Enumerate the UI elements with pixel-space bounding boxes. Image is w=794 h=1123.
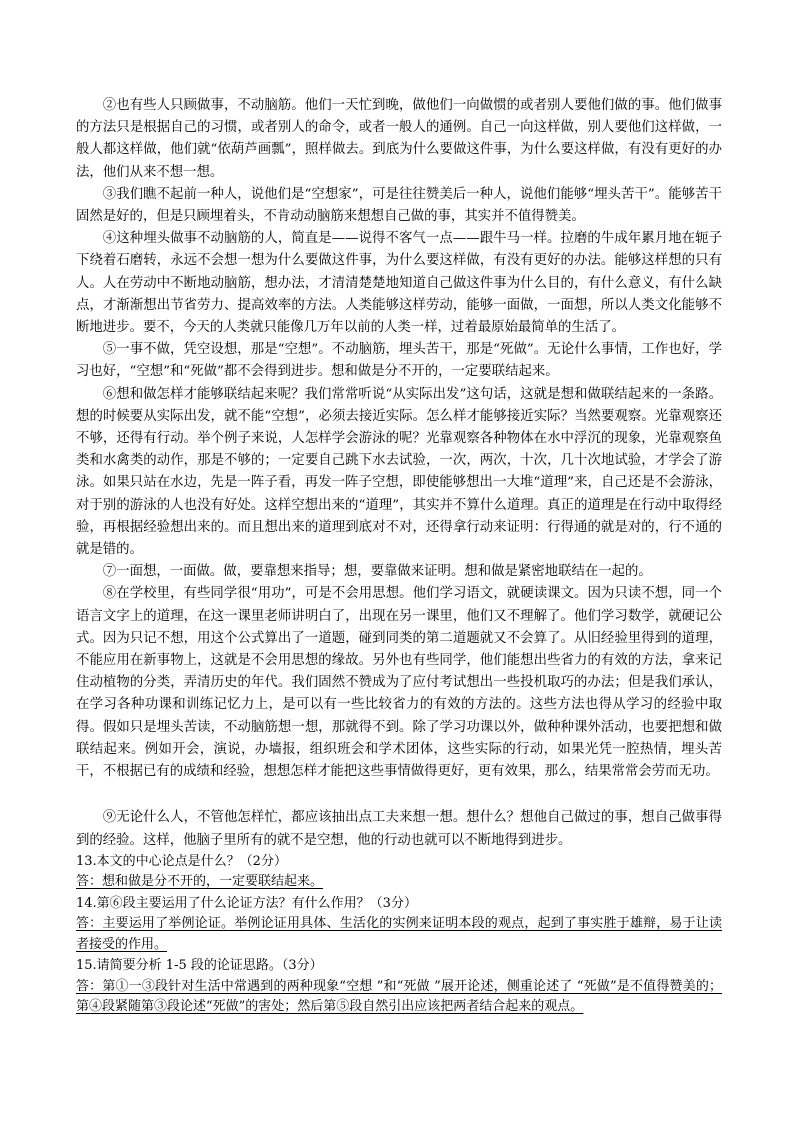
paragraph-5: ⑤一事不做，凭空设想，那是“空想”。不动脑筋，埋头苦干，那是“死做”。无论什么事情，工作也好，学习也好，“空想”和“死做”都不会得到进步。想和做是分不开的，一定要联结起来。: [76, 342, 722, 380]
paragraph-9: ⑨无论什么人，不管他怎样忙，都应该抽出点工夫来想一想。想什么？想他自己做过的事，想自己做事得到的经验。这样，他脑子里所有的就不是空想，他的行动也就可以不断地得到进步。: [76, 810, 722, 848]
paragraph-3: ③我们瞧不起前一种人，说他们是“空想家”，可是往往赞美后一种人，说他们能够“埋头苦干”。能够苦干固然是好的，但是只顾埋着头，不肯动动脑筋来想想自己做的事，其实并不值得赞美。: [76, 186, 722, 225]
paragraph-gap: [76, 783, 722, 807]
question-15: 15.请简要分析 1-5 段的论证思路。（3分）: [76, 958, 323, 974]
question-14: 14.第⑥段主要运用了什么论证方法？有什么作用？（3分）: [76, 895, 417, 911]
answer-15: 答：第①一③段针对生活中常遇到的两种现象“空想 ”和“死做 ”展开论述，侧重论述了 “死做”是不值得赞美的；第④段紧随第③段论述“死做”的害处；然后第⑤段自然引出应该把两者结合起来的观点。: [76, 978, 722, 1015]
paragraph-6: ⑥想和做怎样才能够联结起来呢？我们常常听说“从实际出发”这句话，这就是想和做联结起来的一条路。想的时候要从实际出发，就不能“空想”，必须去接近实际。怎么样才能够接近实际？当然要观察。光靠观察还不够，还得有行动。举个例子来说，人怎样学会游泳的呢？光靠观察各种物体在水中浮沉的现象，光靠观察鱼类和水禽类的动作，那是不够的；一定要自己跳下水去试验，一次，两次，十次，几十次地试验，才学会了游泳。如果只站在水边，先是一阵子看，再发一阵子空想，即使能够想出一大堆“道理”来，自己还是不会游泳，对于别的游泳的人也没有好处。这样空想出来的“道理”，其实并不算什么道理。真正的道理是在行动中取得经验，再根据经验想出来的。而且想出来的道理到底对不对，还得拿行动来证明：行得通的就是对的，行不通的就是错的。: [76, 386, 722, 558]
answer-14: 答：主要运用了举例论证。举例论证用具体、生活化的实例来证明本段的观点，起到了事实胜于雄辩，易于让读者接受的作用。: [76, 916, 722, 952]
paragraph-4: ④这种埋头做事不动脑筋的人，简直是——说得不客气一点——跟牛马一样。拉磨的牛成年累月地在轭子下绕着石磨转，永远不会想一想为什么要做这件事，为什么要这样做，有没有更好的办法。能够这样想的只有人。人在劳动中不断地动脑筋，想办法，才清清楚楚地知道自己做这件事为什么目的，有什么意义，有什么缺点，才渐渐想出节省劳力、提高效率的方法。人类能够这样劳动，能够一面做，一面想，所以人类文化能够不断地进步。要不，今天的人类就只能像几万年以前的人类一样，过着最原始最简单的生活了。: [76, 231, 722, 336]
document-page: [76, 95, 722, 1019]
paragraph-2: ②也有些人只顾做事，不动脑筋。他们一天忙到晚，做他们一向做惯的或者别人要他们做的事。他们做事的方法只是根据自己的习惯，或者别人的命令，或者一般人的通例。自己一向这样做，别人要他们这样做，一般人都这样做，他们就“依葫芦画瓢”，照样做去。到底为什么要做这件事，为什么要这样做，有没有更好的办法，他们从来不想一想。: [76, 98, 722, 180]
answer-13: 答：想和做是分不开的，一定要联结起来。: [76, 874, 324, 890]
paragraph-7: ⑦一面想，一面做。做，要靠想来指导；想，要靠做来证明。想和做是紧密地联结在一起的。: [102, 564, 652, 580]
paragraph-8: ⑧在学校里，有些同学很“用功”，可是不会用思想。他们学习语文，就硬读课文。因为只读不想，同一个语言文字上的道理，在这一课里老师讲明白了，出现在另一课里，他们又不理解了。他们学习数学，就硬记公式。因为只记不想，用这个公式算出了一道题，碰到同类的第二道题就又不会算了。从旧经验里得到的道理，不能应用在新事物上，这就是不会用思想的缘故。另外也有些同学，他们能想出些省力的有效的方法，拿来记住动植物的分类，弄清历史的年代。我们固然不赞成为了应付考试想出一些投机取巧的办法；但是我们承认，在学习各种功课和训练记忆力上，是可以有一些比较省力的有效的方法的。这些方法也得从学习的经验中取得。假如只是埋头苦读，不动脑筋想一想，那就得不到。除了学习功课以外，做种种课外活动，也要把想和做联结起来。例如开会，演说，办墙报，组织班会和学术团体，这些实际的行动，如果光凭一腔热情，埋头苦干，不根据已有的成绩和经验，想想怎样才能把这些事情做得更好，更有效果，那么，结果常常会劳而无功。: [76, 586, 722, 780]
question-13: 13.本文的中心论点是什么？（2分）: [76, 853, 287, 869]
